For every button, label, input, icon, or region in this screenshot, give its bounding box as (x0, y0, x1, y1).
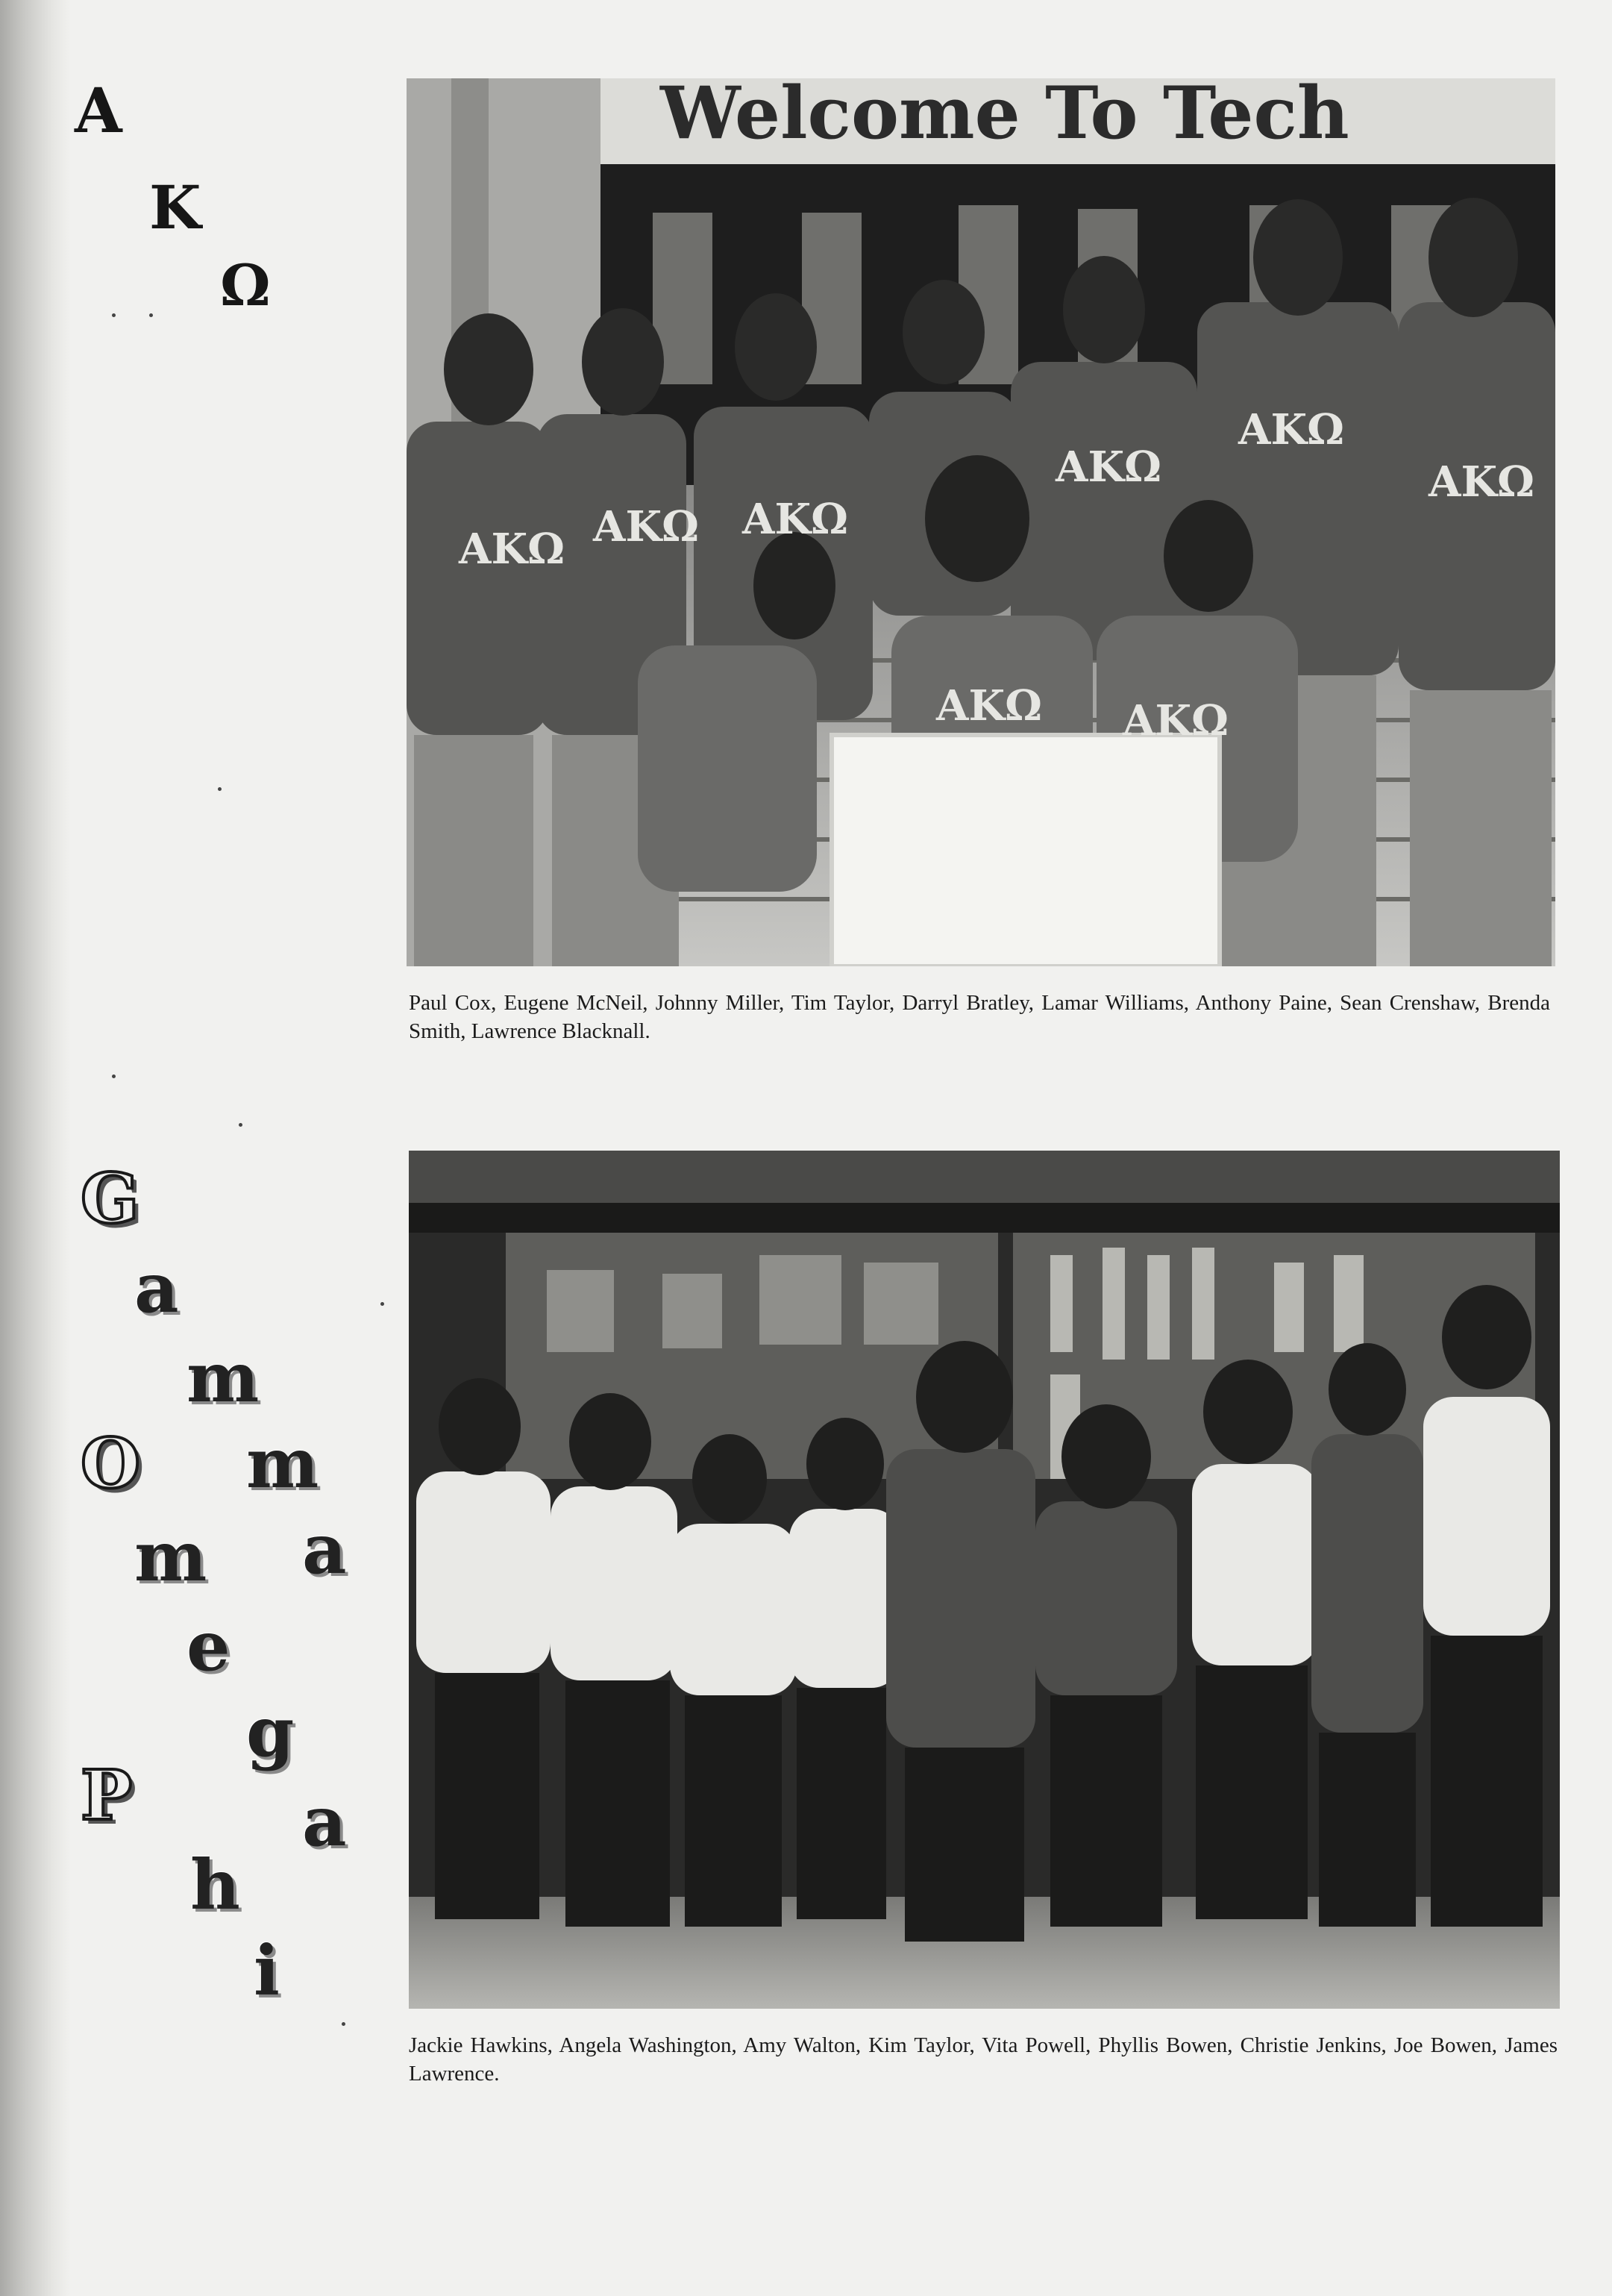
shirt-text-3: AKΩ (742, 495, 848, 544)
page-speck (112, 1075, 116, 1078)
page-speck (218, 787, 222, 791)
shirt-text-1: AKΩ (459, 525, 565, 574)
title-letter-a1: a (134, 1248, 179, 1328)
banner-text: Welcome To Tech (660, 78, 1349, 155)
page-speck (112, 313, 116, 317)
shirt-text-8: AKΩ (1123, 696, 1229, 745)
title-letter-g2: g (246, 1692, 295, 1772)
akw-group-photo (407, 78, 1555, 966)
shirt-text-2: AKΩ (593, 502, 699, 551)
page-speck (342, 2022, 345, 2026)
title-letter-a2: a (302, 1509, 347, 1589)
title-letter-i: i (254, 1930, 280, 2011)
title-letter-o: O (81, 1423, 141, 1504)
title-letter-e: e (186, 1606, 230, 1686)
caption-bottom: Jackie Hawkins, Angela Washington, Amy Walton, Kim Taylor, Vita Powell, Phyllis Bowen, Christie Jenkins, Joe Bowen, James Lawrence. (409, 2033, 1558, 2086)
title-letter-a3: a (302, 1781, 347, 1862)
title-letter-m3: m (134, 1516, 207, 1597)
title-letter-p: P (81, 1755, 133, 1836)
gamma-omega-phi-group-photo (409, 1151, 1560, 2009)
shirt-text-7: AKΩ (936, 681, 1042, 731)
page-speck (149, 313, 153, 317)
title-letter-a: A (75, 75, 122, 147)
gop-photo-illustration (409, 1151, 1560, 2009)
title-letter-h: h (190, 1845, 240, 1925)
shirt-text-6: AKΩ (1428, 457, 1534, 507)
title-letter-m2: m (246, 1423, 319, 1504)
title-letter-m1: m (186, 1337, 260, 1418)
title-letter-g: G (81, 1158, 139, 1239)
caption-top: Paul Cox, Eugene McNeil, Johnny Miller, Tim Taylor, Darryl Bratley, Lamar Williams, Anthony Paine, Sean Crenshaw, Brenda Smith, Lawrence Blacknall. (409, 991, 1550, 1043)
page-speck (239, 1123, 242, 1127)
page-speck (380, 1302, 384, 1306)
page-gutter-shadow (0, 0, 71, 2296)
shirt-text-5: AKΩ (1238, 405, 1344, 454)
title-letter-k: K (149, 172, 201, 243)
title-letter-omega: Ω (220, 252, 271, 319)
akw-photo-illustration (407, 78, 1555, 966)
shirt-text-4: AKΩ (1056, 442, 1161, 492)
